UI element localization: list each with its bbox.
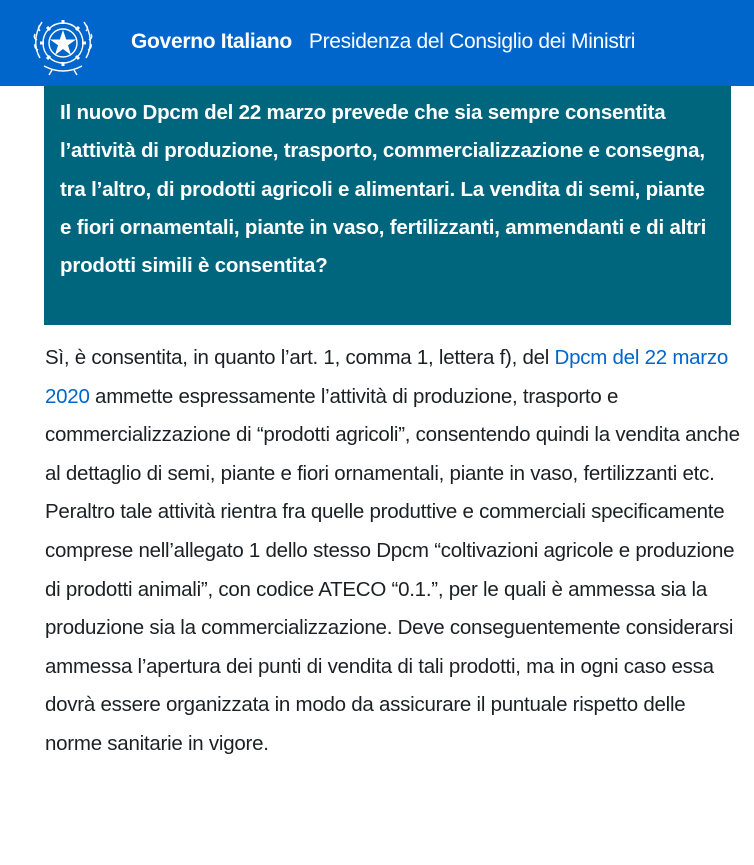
site-brand[interactable] bbox=[131, 30, 635, 54]
italian-republic-emblem-icon[interactable] bbox=[30, 10, 96, 80]
answer-text-start: Sì, è consentita, in quanto l’art. 1, comma 1, lettera f), del bbox=[45, 346, 555, 369]
site-header bbox=[0, 0, 754, 86]
faq-question: Il nuovo Dpcm del 22 marzo prevede che sia sempre consentita l’attività di produzione, trasporto, commercializzazione e consegna, tra l’altro, di prodotti agricoli e alimentari. La vendita di semi, piante e fiori ornamentali, piante in vaso, fertilizzanti, ammendanti e di altri prodotti simili è consentita? bbox=[44, 86, 731, 325]
answer-text-end: ammette espressamente l’attività di produzione, trasporto e commercializzazione di “prodotti agricoli”, consentendo quindi la vendita anche al dettaglio di semi, piante e fiori ornamentali, piante in vaso, fertilizzanti etc. Peraltro tale attività rientra fra quelle produttive e commerciali specificamente comprese nell’allegato 1 dello stesso Dpcm “coltivazioni agricole e produzione di prodotti animali”, con codice ATECO “0.1.”, per le quali è ammessa sia la produzione sia la commercializzazione. Deve conseguentemente considerarsi ammessa l’apertura dei punti di vendita di tali prodotti, ma in ogni caso essa dovrà essere organizzata in modo da assicurare il puntuale rispetto delle norme sanitarie in vigore. bbox=[45, 384, 740, 755]
brand-subtitle: Presidenza del Consiglio dei Ministri bbox=[308, 30, 636, 53]
dpcm-link[interactable]: Dpcm del 22 marzo 2020 bbox=[45, 346, 729, 408]
faq-answer bbox=[45, 339, 745, 764]
brand-title: Governo Italiano bbox=[131, 30, 292, 53]
